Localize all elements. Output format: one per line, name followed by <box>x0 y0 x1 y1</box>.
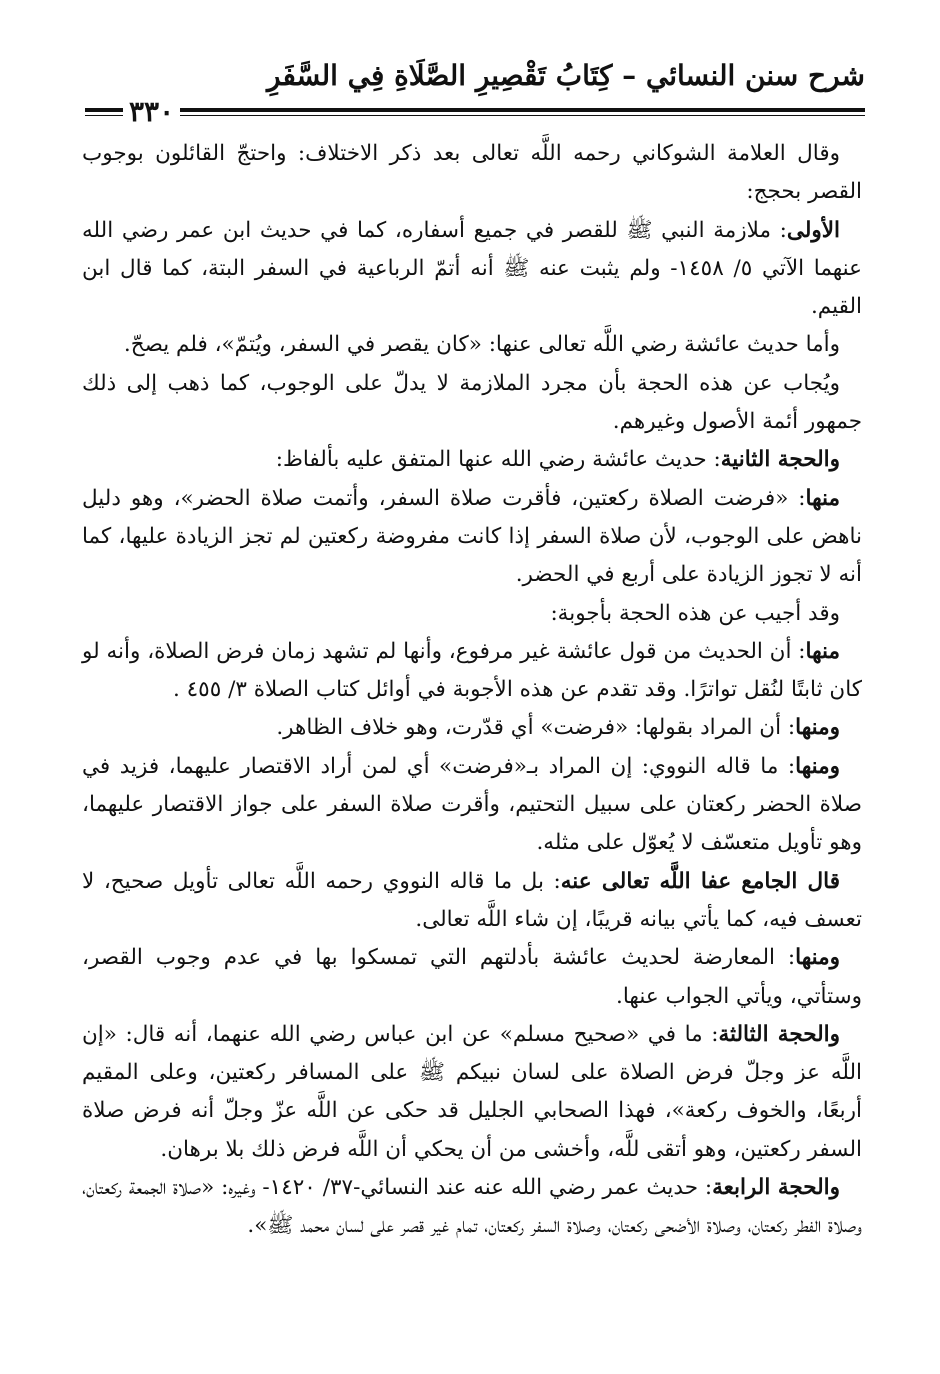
paragraph-lead: منها <box>805 638 840 664</box>
paragraph-lead: ومنها <box>795 945 840 971</box>
paragraph-lead: ومنها <box>795 715 840 741</box>
paragraph <box>82 709 862 747</box>
header-rule-thick <box>85 108 865 112</box>
paragraph <box>82 326 862 364</box>
paragraph-text: : ما قاله النووي: إن المراد بـ«فرضت» أي لمن أراد الاقتصار عليهما، فزيد في صلاة الحضر ركعتان على سبيل التحتيم، وأقرت صلاة السفر على جواز الاقتصار عليهما، وهو تأويل متعسّف لا يُعوّل على مثله. <box>82 753 862 856</box>
page-header <box>85 55 865 128</box>
paragraph <box>82 365 862 442</box>
paragraph-text: وأما حديث عائشة رضي اللَّه تعالى عنها: «كان يقصر في السفر، ويُتمّ»، فلم يصحّ. <box>123 332 840 358</box>
paragraph-text: : أن المراد بقولها: «فرضت» أي قدّرت، وهو خلاف الظاهر. <box>276 715 796 741</box>
header-rule-thin <box>85 115 865 116</box>
paragraph <box>82 441 862 479</box>
paragraph <box>82 212 862 327</box>
paragraph-text: : المعارضة لحديث عائشة بأدلتهم التي تمسكوا بها في عدم وجوب القصر، وستأتي، ويأتي الجواب عنها. <box>82 945 862 1009</box>
paragraph-lead: والحجة الثانية <box>720 447 840 473</box>
paragraph <box>82 863 862 940</box>
paragraph <box>82 1016 862 1169</box>
paragraph-text: : حديث عمر رضي الله عنه عند النسائي-٣٧/ ١٤٢٠- وغيره: «صلاة الجمعة ركعتان، وصلاة الفطر ركعتان، وصلاة الأضحى ركعتان، وصلاة السفر ركعتان، تمام غير قصر على لسان محمد ﷺ». <box>82 1175 862 1239</box>
paragraph-lead: قال الجامع عفا اللَّه تعالى عنه <box>560 868 840 894</box>
page-body <box>82 135 862 1246</box>
paragraph <box>82 480 862 595</box>
paragraph-text: : حديث عائشة رضي الله عنها المتفق عليه بألفاظ: <box>275 447 721 473</box>
running-title: شرح سنن النسائي – كِتَابُ تَقْصِيرِ الصَّلَاةِ فِي السَّفَرِ <box>267 59 865 92</box>
paragraph-text: : ما في «صحيح مسلم» عن ابن عباس رضي الله عنهما، أنه قال: «إن اللَّه عز وجلّ فرض الصلاة على لسان نبيكم ﷺ على المسافر ركعتين، وعلى المقيم أربعًا، والخوف ركعة»، فهذا الصحابي الجليل قد حكى عن اللَّه عزّ وجلّ أنه فرض صلاة السفر ركعتين، وهو أتقى للَّه، وأخشى من أن يحكي أن اللَّه فرض ذلك بلا برهان. <box>82 1021 862 1162</box>
paragraph <box>82 748 862 863</box>
page-number: ٣٣٠ <box>123 95 180 128</box>
paragraph-text: : بل ما قاله النووي رحمه اللَّه تعالى تأويل صحيح، لا تعسف فيه، كما يأتي بيانه قريبًا، إن شاء اللَّه تعالى. <box>82 868 862 932</box>
paragraph-text: : «فرضت الصلاة ركعتين، فأقرت صلاة السفر، وأتمت صلاة الحضر»، وهو دليل ناهض على الوجوب، لأن صلاة السفر إذا كانت مفروضة ركعتين لم تجز الزيادة عليها، كما أنه لا تجوز الزيادة على أربع في الحضر. <box>82 485 862 588</box>
paragraph <box>82 135 862 212</box>
paragraph-lead: منها <box>805 485 840 511</box>
paragraph-text: وقد أجيب عن هذه الحجة بأجوبة: <box>550 600 840 626</box>
paragraph-lead: والحجة الرابعة <box>712 1175 841 1201</box>
paragraph-text: : أن الحديث من قول عائشة غير مرفوع، وأنها لم تشهد زمان فرض الصلاة، وأنه لو كان ثابتًا لنُقل تواترًا. وقد تقدم عن هذه الأجوبة في أوائل كتاب الصلاة ٣/ ٤٥٥ . <box>82 638 862 703</box>
paragraph-lead: الأولى <box>786 217 840 243</box>
paragraph-lead: ومنها <box>795 753 840 779</box>
paragraph <box>82 1169 862 1246</box>
paragraph-text: وقال العلامة الشوكاني رحمه اللَّه تعالى بعد ذكر الاختلاف: واحتجّ القائلون بوجوب القصر بحجج: <box>82 141 862 205</box>
paragraph-lead: والحجة الثالثة <box>718 1021 840 1047</box>
paragraph <box>82 939 862 1016</box>
paragraph <box>82 595 862 633</box>
paragraph-text: : ملازمة النبي ﷺ للقصر في جميع أسفاره، كما في حديث ابن عمر رضي الله عنهما الآتي ٥/ ١٤٥٨- ولم يثبت عنه ﷺ أنه أتمّ الرباعية في السفر البتة، كما قال ابن القيم. <box>82 217 863 320</box>
paragraph-text: ويُجاب عن هذه الحجة بأن مجرد الملازمة لا يدلّ على الوجوب، كما ذهب إلى ذلك جمهور أئمة الأصول وغيرهم. <box>82 370 862 435</box>
paragraph <box>82 633 862 710</box>
